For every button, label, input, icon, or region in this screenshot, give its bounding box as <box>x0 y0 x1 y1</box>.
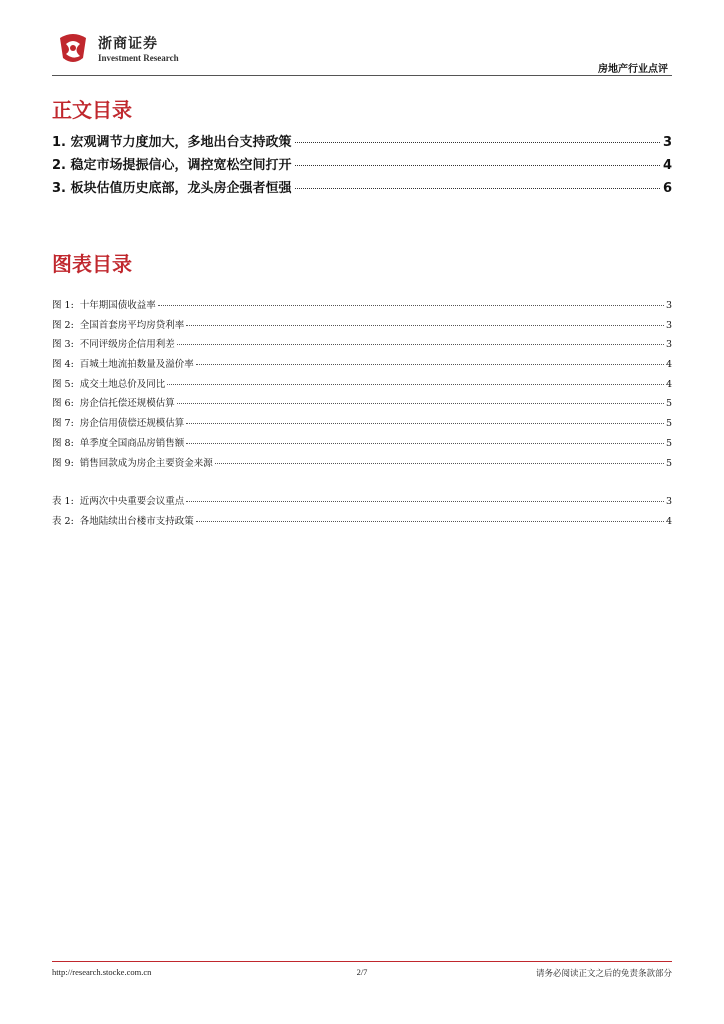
toc-entry-label: 2. 稳定市场提振信心，调控宽松空间打开 <box>52 158 292 173</box>
dot-leader <box>177 403 664 404</box>
toc-entry-page: 3 <box>662 135 672 150</box>
figure-entry[interactable] <box>52 435 672 455</box>
figure-label: 图 4: 百城土地流拍数量及溢价率 <box>52 359 194 371</box>
figure-entry[interactable] <box>52 317 672 337</box>
figure-label: 图 9: 销售回款成为房企主要资金来源 <box>52 457 213 469</box>
figure-page: 3 <box>665 300 672 311</box>
figure-entry[interactable] <box>52 356 672 376</box>
dot-leader <box>196 521 664 522</box>
dot-leader <box>186 325 664 326</box>
figure-entry[interactable] <box>52 395 672 415</box>
figure-page: 3 <box>665 339 672 351</box>
figure-label: 图 8: 单季度全国商品房销售额 <box>52 437 185 449</box>
brand-name: 浙商证券 <box>98 36 158 52</box>
figure-label: 图 1: 十年期国债收益率 <box>52 300 156 311</box>
toc-entry-label: 1. 宏观调节力度加大，多地出台支持政策 <box>52 135 292 150</box>
figure-entry[interactable] <box>52 415 672 435</box>
table-page: 4 <box>665 515 672 527</box>
toc-entry-page: 6 <box>662 181 672 196</box>
page-number: 2/7 <box>356 967 368 977</box>
dot-leader <box>295 165 660 166</box>
figure-entry[interactable] <box>52 297 672 317</box>
table-page: 3 <box>665 496 672 507</box>
dot-leader <box>186 501 664 502</box>
table-label: 表 2: 各地陆续出台楼市支持政策 <box>52 515 194 527</box>
figure-label: 图 6: 房企信托偿还规模估算 <box>52 398 175 410</box>
table-label: 表 1: 近两次中央重要会议重点 <box>52 496 185 507</box>
toc-entry[interactable] <box>52 154 672 177</box>
dot-leader <box>196 364 664 365</box>
figure-page: 5 <box>665 398 672 410</box>
toc-entry-label: 3. 板块估值历史底部，龙头房企强者恒强 <box>52 181 292 196</box>
dot-leader <box>295 142 660 143</box>
figure-page: 4 <box>665 378 672 390</box>
figure-page: 5 <box>665 437 672 449</box>
dot-leader <box>158 305 664 306</box>
figure-entry[interactable] <box>52 455 672 475</box>
brand-block <box>98 36 179 64</box>
figure-label: 图 3: 不同评级房企信用利差 <box>52 339 175 351</box>
figure-entry[interactable] <box>52 376 672 396</box>
header-divider <box>52 75 672 76</box>
brand-logo-icon <box>56 32 90 66</box>
figure-label: 图 2: 全国首套房平均房贷利率 <box>52 319 185 331</box>
figure-entry[interactable] <box>52 336 672 356</box>
dot-leader <box>177 344 664 345</box>
figure-page: 3 <box>665 319 672 331</box>
figure-label: 图 5: 成交土地总价及同比 <box>52 378 166 390</box>
figure-page: 4 <box>665 359 672 371</box>
toc-entry-page: 4 <box>662 158 672 173</box>
dot-leader <box>186 423 664 424</box>
toc-entry[interactable] <box>52 177 672 200</box>
dot-leader <box>215 463 664 464</box>
table-entry[interactable] <box>52 493 672 513</box>
toc-title: 正文目录 <box>52 98 132 122</box>
footer-url[interactable]: http://research.stocke.com.cn <box>52 967 152 977</box>
main-toc <box>52 131 672 200</box>
footer-disclaimer: 请务必阅读正文之后的免责条款部分 <box>535 969 672 979</box>
toc-entry[interactable] <box>52 131 672 154</box>
figure-page: 5 <box>665 457 672 469</box>
figure-page: 5 <box>665 418 672 430</box>
dot-leader <box>295 188 660 189</box>
footer-divider <box>52 961 672 962</box>
figure-label: 图 7: 房企信用债偿还规模估算 <box>52 418 185 430</box>
dot-leader <box>167 384 664 385</box>
dot-leader <box>186 443 664 444</box>
table-list <box>52 493 672 532</box>
brand-subtitle: Investment Research <box>98 53 179 63</box>
figures-title: 图表目录 <box>52 252 132 276</box>
table-entry[interactable] <box>52 513 672 533</box>
figure-list <box>52 297 672 474</box>
report-type: 房地产行业点评 <box>598 64 668 75</box>
